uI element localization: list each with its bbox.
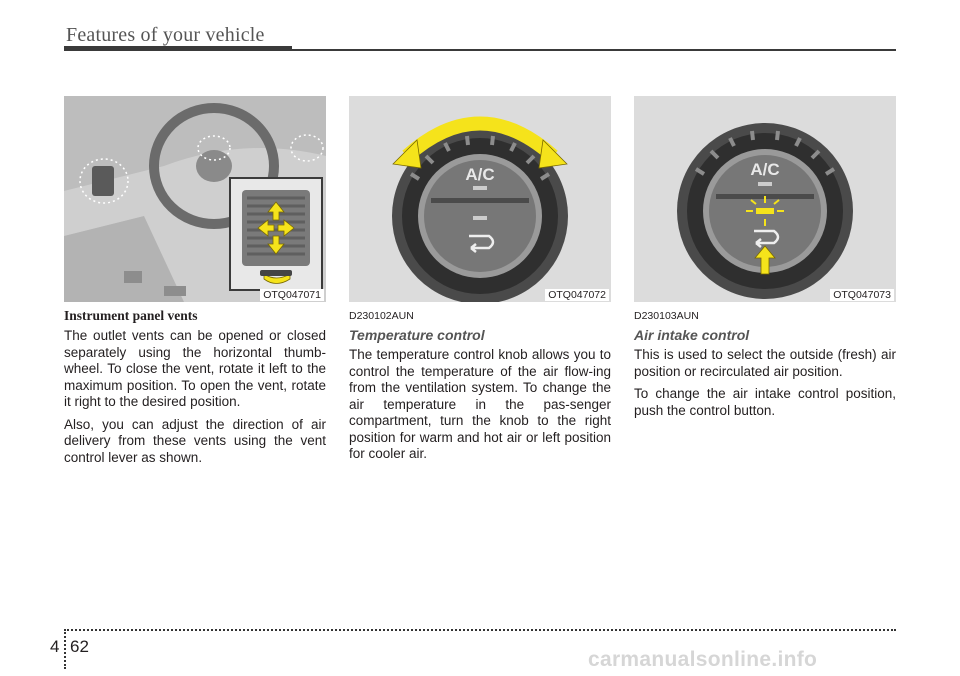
section-temperature-control [349,96,611,463]
footer-separator [64,629,66,669]
section-code: D230102AUN [349,310,414,322]
section-instrument-panel-vents [64,96,326,466]
header-rule-thin [292,49,896,51]
section-heading: Temperature control [349,327,485,343]
chapter-number: 4 [50,637,60,656]
vent-photo [64,96,326,302]
ac-label: A/C [465,165,495,184]
image-caption: OTQ047071 [260,289,324,301]
footer-rule [64,629,896,631]
image-caption: OTQ047072 [545,289,609,301]
paragraph: This is used to select the outside (fresh) air position or recirculated air position. [634,347,896,379]
page-number: 62 [70,637,89,656]
ac-label: A/C [750,160,780,179]
temperature-knob-illustration [349,96,611,302]
paragraph: The outlet vents can be opened or closed separately using the horizontal thumb-wheel. To close the vent, rotate it left to the maximum position. To open the vent, rotate it right to the desired position. [64,328,326,409]
header-rule-thick [64,46,292,51]
paragraph: Also, you can adjust the direction of air delivery from these vents using the vent control lever as shown. [64,416,326,465]
temperature-knob-photo [349,96,611,302]
section-heading: Instrument panel vents [64,308,198,323]
section-code: D230103AUN [634,310,699,322]
air-intake-knob-illustration [634,96,896,302]
section-air-intake-control [634,96,896,419]
image-caption: OTQ047073 [830,289,894,301]
watermark: carmanualsonline.info [588,648,818,671]
page-header-title: Features of your vehicle [66,24,265,46]
paragraph: To change the air intake control position, push the control button. [634,386,896,418]
paragraph: The temperature control knob allows you to control the temperature of the air flow-ing from the ventilation system. To change the air temperature in the pas-senger compartment, turn the knob to the right position for warm and hot air or left position for cooler air. [349,347,611,461]
air-intake-knob-photo [634,96,896,302]
dashboard-illustration [64,96,326,302]
section-heading: Air intake control [634,327,750,343]
